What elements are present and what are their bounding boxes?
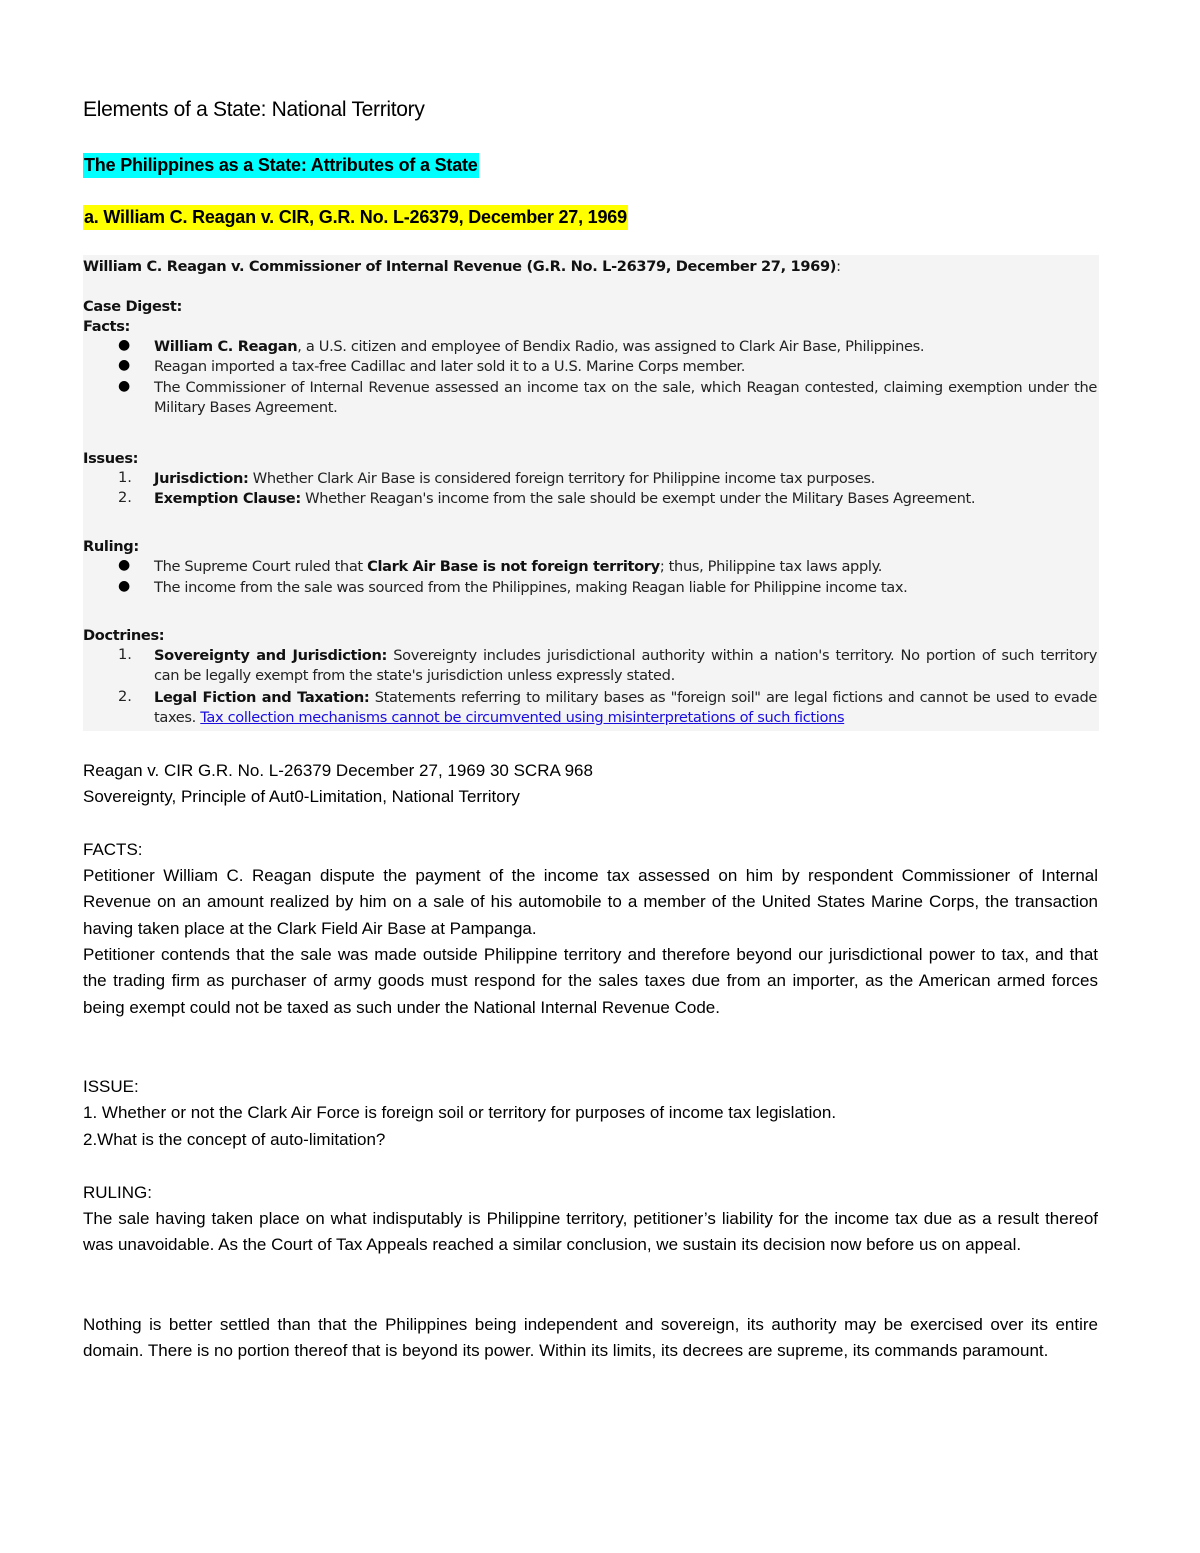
ruling-paragraph: Nothing is better settled than that the Philippines being independent and sovereign, its authority may be exercised over its entire domain. There is no portion thereof that is beyond its power. Within its limits, its decrees are supreme, its commands paramount. — [83, 1315, 1098, 1361]
list-number: 2. — [118, 489, 132, 506]
bullet-icon: ● — [118, 578, 131, 594]
list-item: The income from the sale was sourced from the Philippines, making Reagan liable for Philippine income tax. — [154, 579, 908, 596]
citation-topics: Sovereignty, Principle of Aut0-Limitation, National Territory — [83, 787, 520, 806]
list-item: Sovereignty and Jurisdiction: Sovereignty includes jurisdictional authority within a nation's territory. No portion of such territory can be legally exempt from the state's jurisdiction unless expressly stated. — [154, 647, 1097, 684]
doctrines-label: Doctrines: — [83, 627, 165, 644]
bullet-icon: ● — [118, 557, 131, 573]
list-item: William C. Reagan, a U.S. citizen and employee of Bendix Radio, was assigned to Clark Air Base, Philippines. — [154, 338, 925, 355]
bullet-icon: ● — [118, 357, 131, 373]
facts-paragraph: Petitioner William C. Reagan dispute the payment of the income tax assessed on him by respondent Commissioner of Internal Revenue on an amount realized by him on a sale of his automobile to a member of the United States Marine Corps, the transaction having taken place at the Clark Field Air Base at Pampanga. — [83, 866, 1098, 938]
ruling-paragraph: The sale having taken place on what indisputably is Philippine territory, petitioner’s liability for the income tax due as a result thereof was unavoidable. As the Court of Tax Appeals reached a similar conclusion, we sustain its decision now before us on appeal. — [83, 1209, 1098, 1255]
list-item: Exemption Clause: Whether Reagan's income from the sale should be exempt under the Military Bases Agreement. — [154, 490, 976, 507]
facts-heading: FACTS: — [83, 840, 143, 859]
issue-item: 1. Whether or not the Clark Air Force is foreign soil or territory for purposes of income tax legislation. — [83, 1103, 837, 1122]
list-item: The Supreme Court ruled that Clark Air Base is not foreign territory; thus, Philippine tax laws apply. — [154, 558, 883, 575]
section-heading-highlighted: The Philippines as a State: Attributes of a State — [83, 153, 479, 178]
case-digest-label: Case Digest: — [83, 298, 182, 315]
list-item: Jurisdiction: Whether Clark Air Base is considered foreign territory for Philippine income tax purposes. — [154, 470, 875, 487]
ruling-heading: RULING: — [83, 1183, 152, 1202]
list-item: Reagan imported a tax-free Cadillac and later sold it to a U.S. Marine Corps member. — [154, 358, 745, 375]
facts-label: Facts: — [83, 318, 131, 335]
issue-heading: ISSUE: — [83, 1077, 139, 1096]
facts-paragraph: Petitioner contends that the sale was made outside Philippine territory and therefore beyond our jurisdictional power to tax, and that the trading firm as purchaser of army goods must respond for the sales taxes due from an importer, as the American armed forces being exempt could not be taxed as such under the National Internal Revenue Code. — [83, 945, 1098, 1017]
case-title: William C. Reagan v. Commissioner of Internal Revenue (G.R. No. L-26379, December 27, 1969) — [83, 258, 837, 275]
list-number: 2. — [118, 688, 132, 705]
list-number: 1. — [118, 469, 132, 486]
bullet-icon: ● — [118, 378, 131, 394]
tax-collection-link[interactable]: Tax collection mechanisms cannot be circumvented using misinterpretations of such fictions — [200, 709, 845, 726]
list-item: The Commissioner of Internal Revenue assessed an income tax on the sale, which Reagan contested, claiming exemption under the Military Bases Agreement. — [154, 379, 1097, 416]
issue-item: 2.What is the concept of auto-limitation? — [83, 1130, 386, 1149]
list-number: 1. — [118, 646, 132, 663]
citation-line: Reagan v. CIR G.R. No. L-26379 December 27, 1969 30 SCRA 968 — [83, 761, 593, 780]
issues-label: Issues: — [83, 450, 139, 467]
bullet-icon: ● — [118, 337, 131, 353]
case-heading-highlighted: a. William C. Reagan v. CIR, G.R. No. L-26379, December 27, 1969 — [83, 205, 628, 230]
list-item: Legal Fiction and Taxation: Statements referring to military bases as "foreign soil" are legal fictions and cannot be used to evade taxes. Tax collection mechanisms cannot be circumvented using misinterpretations of such fictions — [154, 689, 1097, 726]
document-title: Elements of a State: National Territory — [83, 98, 425, 121]
case-title-line: William C. Reagan v. Commissioner of Internal Revenue (G.R. No. L-26379, December 27, 1969): — [83, 258, 841, 275]
ruling-label: Ruling: — [83, 538, 139, 555]
